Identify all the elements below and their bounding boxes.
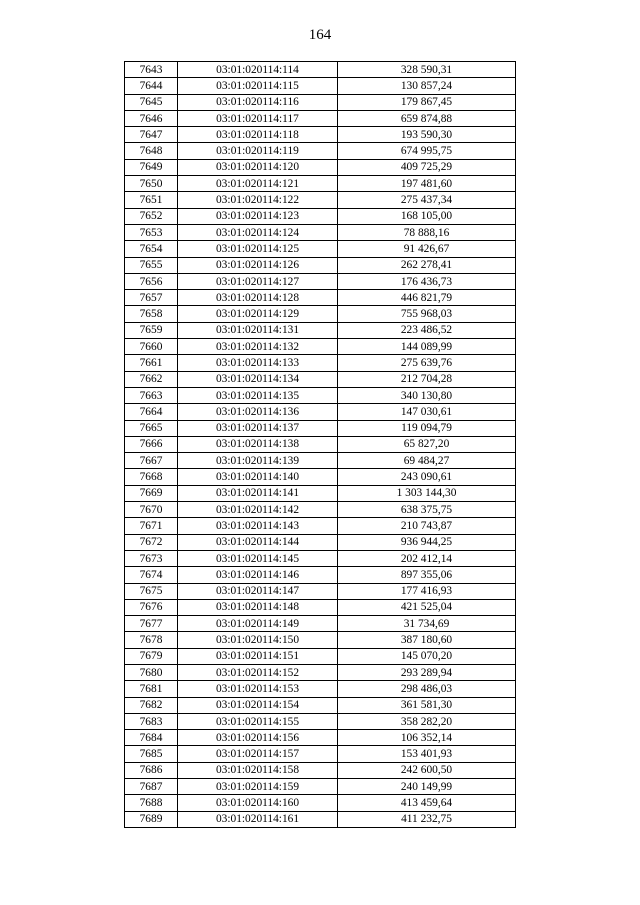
table-row — [125, 176, 516, 192]
value-cell: 409 725,29 — [338, 159, 516, 175]
value-cell: 421 525,04 — [338, 599, 516, 615]
table-row — [125, 387, 516, 403]
value-cell: 275 639,76 — [338, 355, 516, 371]
value-cell: 358 282,20 — [338, 713, 516, 729]
row-number-cell: 7644 — [125, 78, 178, 94]
table-row — [125, 94, 516, 110]
cadastral-number-cell: 03:01:020114:140 — [178, 469, 338, 485]
cadastral-number-cell: 03:01:020114:127 — [178, 273, 338, 289]
cadastral-number-cell: 03:01:020114:133 — [178, 355, 338, 371]
cadastral-number-cell: 03:01:020114:150 — [178, 632, 338, 648]
row-number-cell: 7647 — [125, 127, 178, 143]
value-cell: 446 821,79 — [338, 290, 516, 306]
cadastral-number-cell: 03:01:020114:151 — [178, 648, 338, 664]
cadastral-number-cell: 03:01:020114:146 — [178, 567, 338, 583]
row-number-cell: 7674 — [125, 567, 178, 583]
row-number-cell: 7652 — [125, 208, 178, 224]
table-row — [125, 257, 516, 273]
cadastral-number-cell: 03:01:020114:115 — [178, 78, 338, 94]
cadastral-number-cell: 03:01:020114:152 — [178, 664, 338, 680]
cadastral-number-cell: 03:01:020114:149 — [178, 616, 338, 632]
row-number-cell: 7687 — [125, 779, 178, 795]
row-number-cell: 7676 — [125, 599, 178, 615]
value-cell: 413 459,64 — [338, 795, 516, 811]
row-number-cell: 7667 — [125, 453, 178, 469]
value-cell: 147 030,61 — [338, 404, 516, 420]
table-row — [125, 453, 516, 469]
cadastral-number-cell: 03:01:020114:160 — [178, 795, 338, 811]
value-cell: 153 401,93 — [338, 746, 516, 762]
row-number-cell: 7675 — [125, 583, 178, 599]
cadastral-number-cell: 03:01:020114:114 — [178, 62, 338, 78]
row-number-cell: 7662 — [125, 371, 178, 387]
cadastral-number-cell: 03:01:020114:157 — [178, 746, 338, 762]
value-cell: 674 995,75 — [338, 143, 516, 159]
row-number-cell: 7684 — [125, 730, 178, 746]
row-number-cell: 7648 — [125, 143, 178, 159]
table-row — [125, 779, 516, 795]
value-cell: 340 130,80 — [338, 387, 516, 403]
value-cell: 176 436,73 — [338, 273, 516, 289]
table-row — [125, 550, 516, 566]
row-number-cell: 7689 — [125, 811, 178, 827]
cadastral-number-cell: 03:01:020114:121 — [178, 176, 338, 192]
cadastral-number-cell: 03:01:020114:129 — [178, 306, 338, 322]
row-number-cell: 7661 — [125, 355, 178, 371]
row-number-cell: 7670 — [125, 502, 178, 518]
cadastral-number-cell: 03:01:020114:118 — [178, 127, 338, 143]
value-cell: 91 426,67 — [338, 241, 516, 257]
row-number-cell: 7682 — [125, 697, 178, 713]
table-row — [125, 290, 516, 306]
cadastral-number-cell: 03:01:020114:145 — [178, 550, 338, 566]
cadastral-number-cell: 03:01:020114:143 — [178, 518, 338, 534]
row-number-cell: 7673 — [125, 550, 178, 566]
value-cell: 755 968,03 — [338, 306, 516, 322]
row-number-cell: 7663 — [125, 387, 178, 403]
cadastral-number-cell: 03:01:020114:123 — [178, 208, 338, 224]
table-row — [125, 469, 516, 485]
table-row — [125, 306, 516, 322]
cadastral-number-cell: 03:01:020114:138 — [178, 436, 338, 452]
row-number-cell: 7656 — [125, 273, 178, 289]
table-row — [125, 534, 516, 550]
value-cell: 298 486,03 — [338, 681, 516, 697]
row-number-cell: 7658 — [125, 306, 178, 322]
value-cell: 193 590,30 — [338, 127, 516, 143]
value-cell: 242 600,50 — [338, 762, 516, 778]
cadastral-number-cell: 03:01:020114:158 — [178, 762, 338, 778]
row-number-cell: 7671 — [125, 518, 178, 534]
row-number-cell: 7651 — [125, 192, 178, 208]
table-row — [125, 78, 516, 94]
table-row — [125, 224, 516, 240]
row-number-cell: 7668 — [125, 469, 178, 485]
value-cell: 179 867,45 — [338, 94, 516, 110]
table-body — [125, 62, 516, 828]
row-number-cell: 7664 — [125, 404, 178, 420]
row-number-cell: 7672 — [125, 534, 178, 550]
table-row — [125, 436, 516, 452]
cadastral-number-cell: 03:01:020114:120 — [178, 159, 338, 175]
table-row — [125, 62, 516, 78]
cadastral-number-cell: 03:01:020114:128 — [178, 290, 338, 306]
table-row — [125, 420, 516, 436]
cadastral-number-cell: 03:01:020114:141 — [178, 485, 338, 501]
value-cell: 119 094,79 — [338, 420, 516, 436]
value-cell: 65 827,20 — [338, 436, 516, 452]
value-cell: 78 888,16 — [338, 224, 516, 240]
cadastral-number-cell: 03:01:020114:119 — [178, 143, 338, 159]
value-cell: 659 874,88 — [338, 110, 516, 126]
row-number-cell: 7683 — [125, 713, 178, 729]
cadastral-number-cell: 03:01:020114:137 — [178, 420, 338, 436]
value-cell: 197 481,60 — [338, 176, 516, 192]
row-number-cell: 7680 — [125, 664, 178, 680]
value-cell: 144 089,99 — [338, 339, 516, 355]
value-cell: 411 232,75 — [338, 811, 516, 827]
table-row — [125, 273, 516, 289]
table-row — [125, 127, 516, 143]
table-row — [125, 159, 516, 175]
value-cell: 145 070,20 — [338, 648, 516, 664]
value-cell: 212 704,28 — [338, 371, 516, 387]
value-cell: 106 352,14 — [338, 730, 516, 746]
row-number-cell: 7679 — [125, 648, 178, 664]
value-cell: 936 944,25 — [338, 534, 516, 550]
cadastral-number-cell: 03:01:020114:134 — [178, 371, 338, 387]
table-row — [125, 762, 516, 778]
cadastral-number-cell: 03:01:020114:139 — [178, 453, 338, 469]
cadastral-number-cell: 03:01:020114:144 — [178, 534, 338, 550]
cadastral-number-cell: 03:01:020114:132 — [178, 339, 338, 355]
value-cell: 168 105,00 — [338, 208, 516, 224]
cadastral-number-cell: 03:01:020114:125 — [178, 241, 338, 257]
value-cell: 897 355,06 — [338, 567, 516, 583]
row-number-cell: 7643 — [125, 62, 178, 78]
table-row — [125, 355, 516, 371]
row-number-cell: 7681 — [125, 681, 178, 697]
row-number-cell: 7678 — [125, 632, 178, 648]
table-row — [125, 599, 516, 615]
value-cell: 275 437,34 — [338, 192, 516, 208]
cadastral-value-table — [124, 61, 516, 828]
table-row — [125, 567, 516, 583]
cadastral-number-cell: 03:01:020114:155 — [178, 713, 338, 729]
value-cell: 361 581,30 — [338, 697, 516, 713]
table-row — [125, 241, 516, 257]
table-row — [125, 697, 516, 713]
value-cell: 69 484,27 — [338, 453, 516, 469]
table-row — [125, 404, 516, 420]
value-cell: 293 289,94 — [338, 664, 516, 680]
row-number-cell: 7685 — [125, 746, 178, 762]
table-row — [125, 811, 516, 827]
row-number-cell: 7666 — [125, 436, 178, 452]
value-cell: 328 590,31 — [338, 62, 516, 78]
cadastral-number-cell: 03:01:020114:156 — [178, 730, 338, 746]
row-number-cell: 7649 — [125, 159, 178, 175]
value-cell: 387 180,60 — [338, 632, 516, 648]
value-cell: 262 278,41 — [338, 257, 516, 273]
row-number-cell: 7659 — [125, 322, 178, 338]
row-number-cell: 7645 — [125, 94, 178, 110]
table-row — [125, 795, 516, 811]
table-row — [125, 192, 516, 208]
value-cell: 177 416,93 — [338, 583, 516, 599]
row-number-cell: 7665 — [125, 420, 178, 436]
table-row — [125, 371, 516, 387]
table-row — [125, 143, 516, 159]
row-number-cell: 7650 — [125, 176, 178, 192]
row-number-cell: 7669 — [125, 485, 178, 501]
row-number-cell: 7655 — [125, 257, 178, 273]
page-number: 164 — [308, 27, 332, 43]
table-row — [125, 110, 516, 126]
value-cell: 1 303 144,30 — [338, 485, 516, 501]
table-row — [125, 746, 516, 762]
value-cell: 223 486,52 — [338, 322, 516, 338]
cadastral-number-cell: 03:01:020114:159 — [178, 779, 338, 795]
cadastral-number-cell: 03:01:020114:135 — [178, 387, 338, 403]
value-cell: 240 149,99 — [338, 779, 516, 795]
table-row — [125, 730, 516, 746]
row-number-cell: 7688 — [125, 795, 178, 811]
cadastral-number-cell: 03:01:020114:153 — [178, 681, 338, 697]
table-row — [125, 648, 516, 664]
row-number-cell: 7646 — [125, 110, 178, 126]
table-row — [125, 518, 516, 534]
cadastral-number-cell: 03:01:020114:148 — [178, 599, 338, 615]
table-row — [125, 632, 516, 648]
row-number-cell: 7653 — [125, 224, 178, 240]
table-row — [125, 616, 516, 632]
row-number-cell: 7686 — [125, 762, 178, 778]
cadastral-number-cell: 03:01:020114:136 — [178, 404, 338, 420]
cadastral-number-cell: 03:01:020114:117 — [178, 110, 338, 126]
value-cell: 243 090,61 — [338, 469, 516, 485]
table-row — [125, 583, 516, 599]
cadastral-number-cell: 03:01:020114:147 — [178, 583, 338, 599]
cadastral-number-cell: 03:01:020114:122 — [178, 192, 338, 208]
value-cell: 202 412,14 — [338, 550, 516, 566]
row-number-cell: 7660 — [125, 339, 178, 355]
value-cell: 31 734,69 — [338, 616, 516, 632]
row-number-cell: 7657 — [125, 290, 178, 306]
cadastral-number-cell: 03:01:020114:142 — [178, 502, 338, 518]
table-row — [125, 485, 516, 501]
cadastral-number-cell: 03:01:020114:116 — [178, 94, 338, 110]
cadastral-number-cell: 03:01:020114:126 — [178, 257, 338, 273]
value-cell: 210 743,87 — [338, 518, 516, 534]
cadastral-number-cell: 03:01:020114:124 — [178, 224, 338, 240]
cadastral-number-cell: 03:01:020114:161 — [178, 811, 338, 827]
cadastral-number-cell: 03:01:020114:154 — [178, 697, 338, 713]
value-cell: 638 375,75 — [338, 502, 516, 518]
table-row — [125, 322, 516, 338]
table-row — [125, 339, 516, 355]
table-row — [125, 713, 516, 729]
table-row — [125, 502, 516, 518]
row-number-cell: 7677 — [125, 616, 178, 632]
table-row — [125, 664, 516, 680]
table-row — [125, 681, 516, 697]
value-cell: 130 857,24 — [338, 78, 516, 94]
table-row — [125, 208, 516, 224]
cadastral-number-cell: 03:01:020114:131 — [178, 322, 338, 338]
row-number-cell: 7654 — [125, 241, 178, 257]
